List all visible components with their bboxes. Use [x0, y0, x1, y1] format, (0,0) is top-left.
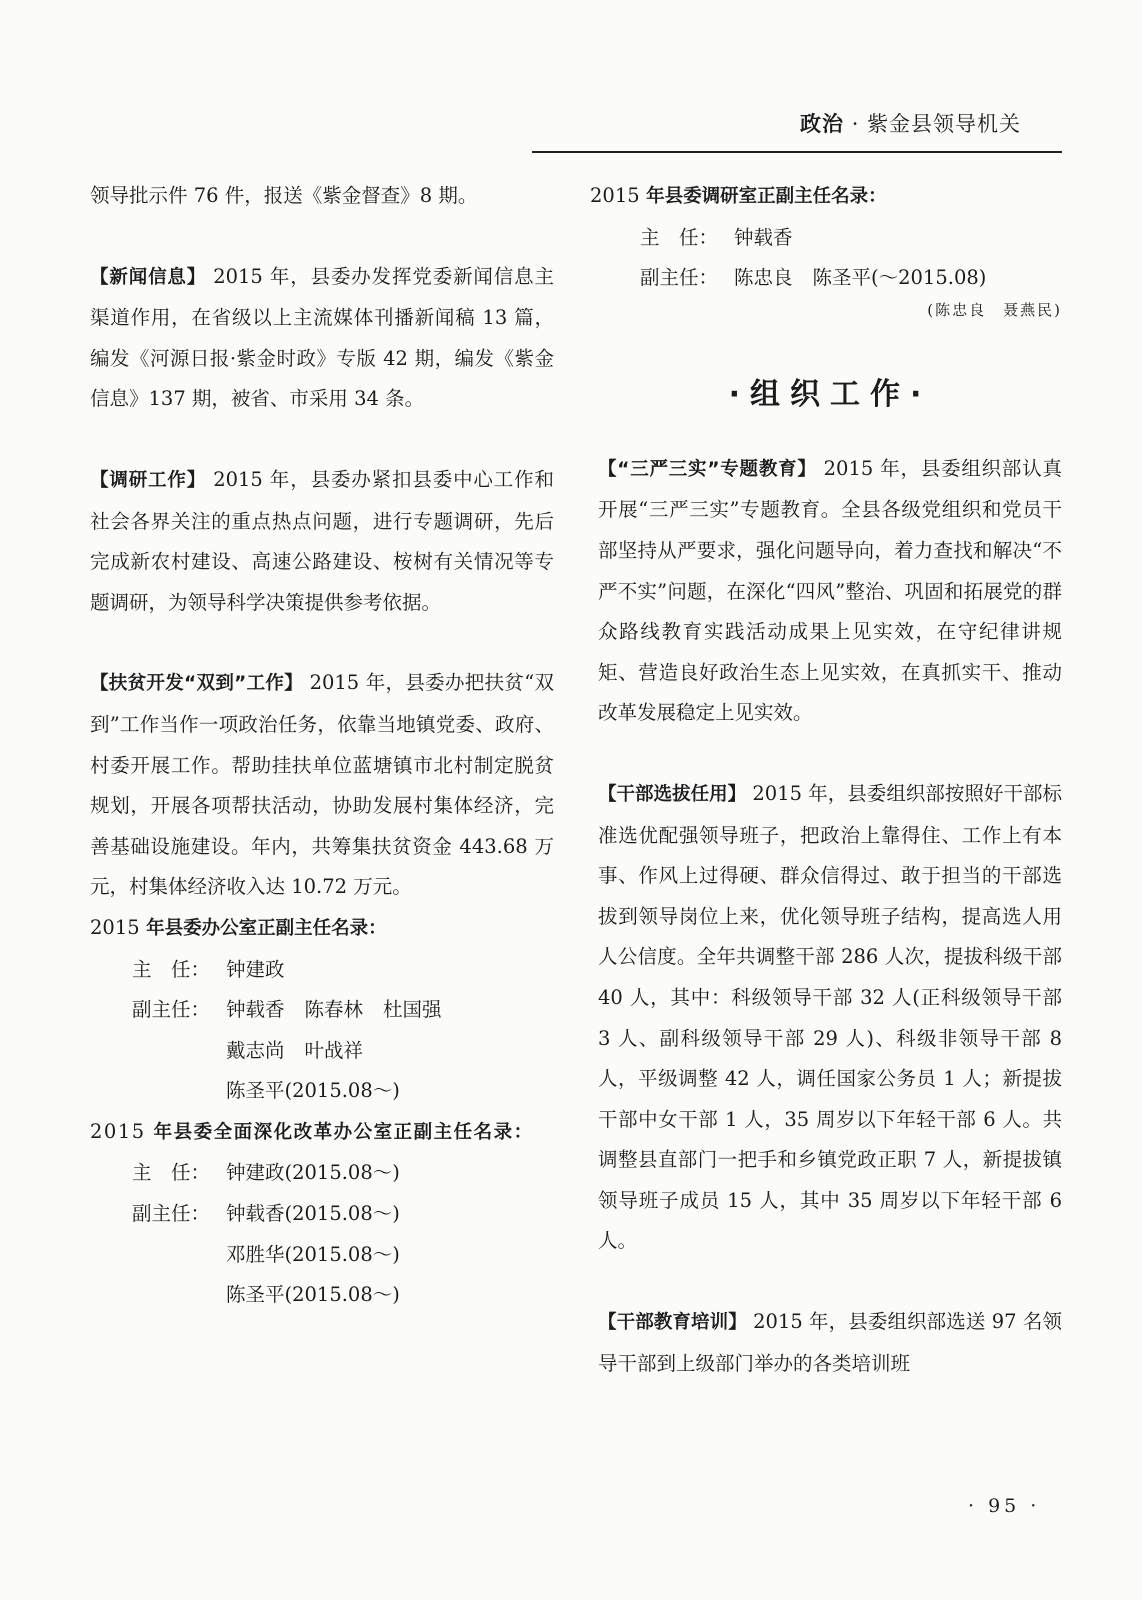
section-title: ·组织工作· [728, 376, 932, 412]
news-text: 2015 年，县委办发挥党委新闻信息主渠道作用，在省级以上主流媒体刊播新闻稿 13 篇，编发《河源日报·紫金时政》专版 42 期，编发《紫金信息》137 期，被省、市采用 34 条。 [90, 264, 554, 411]
education-text: 2015 年，县委组织部认真开展“三严三实”专题教育。全县各级党组织和党员干部坚持从严要求，强化问题导向，着力查找和解决“不严不实”问题，在深化“四风”整治、巩固和拓展党的群众路线教育实践活动成果上见实效，在守纪律讲规矩、营造良好政治生态上见实效，在真抓实干、推动改革发展稳定上见实效。 [598, 456, 1062, 725]
list-title-year: 2015 [90, 1119, 146, 1143]
training-paragraph [598, 1302, 1062, 1384]
left-column [90, 176, 554, 1316]
role-label: 主 任： [640, 225, 719, 249]
person-name: 陈圣平(2015.08～) [226, 1079, 400, 1103]
header-rule [532, 151, 1062, 153]
research-paragraph [90, 460, 554, 623]
header-subsection: 紫金县领导机关 [867, 112, 1022, 136]
person-name: 杜国强 [383, 998, 442, 1022]
person-name: 陈春林 [304, 998, 364, 1022]
list-title-text: 年县委调研室正副主任名录： [639, 186, 887, 207]
list-title-research-office [590, 176, 1062, 218]
role-label: 副主任： [132, 998, 211, 1022]
person-name: 邓胜华(2015.08～) [226, 1242, 400, 1266]
selection-text: 2015 年，县委组织部按照好干部标准选优配强领导班子，把政治上靠得住、工作上有本事、作风上过得硬、群众信得过、敢于担当的干部选拔到领导岗位上来，优化领导班子结构，提高选人用人公信度。全年共调整干部 286 人次，提拔科级干部 40 人，其中：科级领导干部 32 人(正科级领导干部 3 人、副科级领导干部 29 人)、科级非领导干部 8 人，平级调整 42 人，调任国家公务员 1 人；新提拔干部中女干部 1 人，35 周岁以下年轻干部 6 人。共调整县直部门一把手和乡镇党政正职 7 人，新提拔镇领导班子成员 15 人，其中 35 周岁以下年轻干部 6 人。 [598, 781, 1062, 1253]
role-label: 副主任： [132, 1202, 211, 1226]
person-name: 戴志尚 [226, 1038, 285, 1062]
person-name: 钟载香 [226, 998, 285, 1022]
list-title-year: 2015 [590, 184, 640, 207]
list-row-deputies-cont [90, 1235, 554, 1276]
list-title-reform-office [90, 1112, 554, 1154]
list-row-deputies [598, 258, 1062, 299]
list-title-text: 年县委全面深化改革办公室正副主任名录： [145, 1121, 534, 1143]
selection-heading: 【干部选拔任用】 [598, 783, 747, 805]
header-dot: · [851, 112, 860, 136]
poverty-text: 2015 年，县委办把扶贫“双到”工作当作一项政治任务，依靠当地镇党委、政府、村委开展工作。帮助挂扶单位蓝塘镇市北村制定脱贫规划，开展各项帮扶活动，协助发展村集体经济，完善基础设施建设。年内，共筹集扶贫资金 443.68 万元，村集体经济收入达 10.72 万元。 [90, 671, 554, 899]
running-header [800, 108, 1021, 138]
author-credit: (陈忠良 聂燕民) [927, 300, 1062, 319]
person-name: 钟载香(2015.08～) [226, 1202, 400, 1226]
poverty-paragraph [90, 663, 554, 908]
poverty-heading: 【扶贫开发“双到”工作】 [90, 673, 304, 695]
news-paragraph [90, 257, 554, 420]
list-row-director [90, 950, 554, 991]
education-heading: 【“三严三实”专题教育】 [598, 458, 817, 480]
paragraph-continuation: 领导批示件 76 件，报送《紫金督查》8 期。 [90, 184, 478, 207]
education-paragraph [598, 449, 1062, 734]
right-column [590, 176, 1062, 1384]
list-row-director [90, 1153, 554, 1194]
list-title-year: 2015 [90, 915, 140, 939]
person-name: 陈忠良 [734, 266, 793, 290]
selection-paragraph [598, 774, 1062, 1262]
news-heading: 【新闻信息】 [90, 266, 207, 288]
header-section: 政治 [800, 112, 844, 136]
role-label: 副主任： [640, 266, 719, 290]
research-text: 2015 年，县委办紧扣县委中心工作和社会各界关注的重点热点问题，进行专题调研，先后完成新农村建设、高速公路建设、桉树有关情况等专题调研，为领导科学决策提供参考依据。 [90, 467, 554, 614]
person-name: 陈圣平(～2015.08) [812, 266, 987, 290]
page-number: · 95 · [968, 1495, 1041, 1517]
person-name: 钟建政(2015.08～) [226, 1161, 400, 1185]
role-label: 主 任： [132, 957, 211, 981]
list-title-office [90, 908, 554, 950]
role-label: 主 任： [132, 1161, 211, 1185]
person-name: 叶战祥 [304, 1038, 364, 1062]
list-row-deputies [90, 1194, 554, 1235]
training-heading: 【干部教育培训】 [598, 1312, 747, 1334]
list-row-director [598, 218, 1062, 259]
person-name: 钟载香 [734, 225, 793, 249]
person-name: 陈圣平(2015.08～) [226, 1283, 400, 1307]
list-row-deputies-cont [90, 1071, 554, 1112]
person-name: 钟建政 [226, 957, 285, 981]
research-heading: 【调研工作】 [90, 469, 207, 491]
list-row-deputies [90, 990, 554, 1031]
training-text: 2015 年，县委组织部选送 97 名领导干部到上级部门举办的各类培训班 [598, 1310, 1062, 1375]
list-row-deputies-cont [90, 1031, 554, 1072]
list-row-deputies-cont [90, 1275, 554, 1316]
list-title-text: 年县委办公室正副主任名录： [139, 917, 387, 939]
